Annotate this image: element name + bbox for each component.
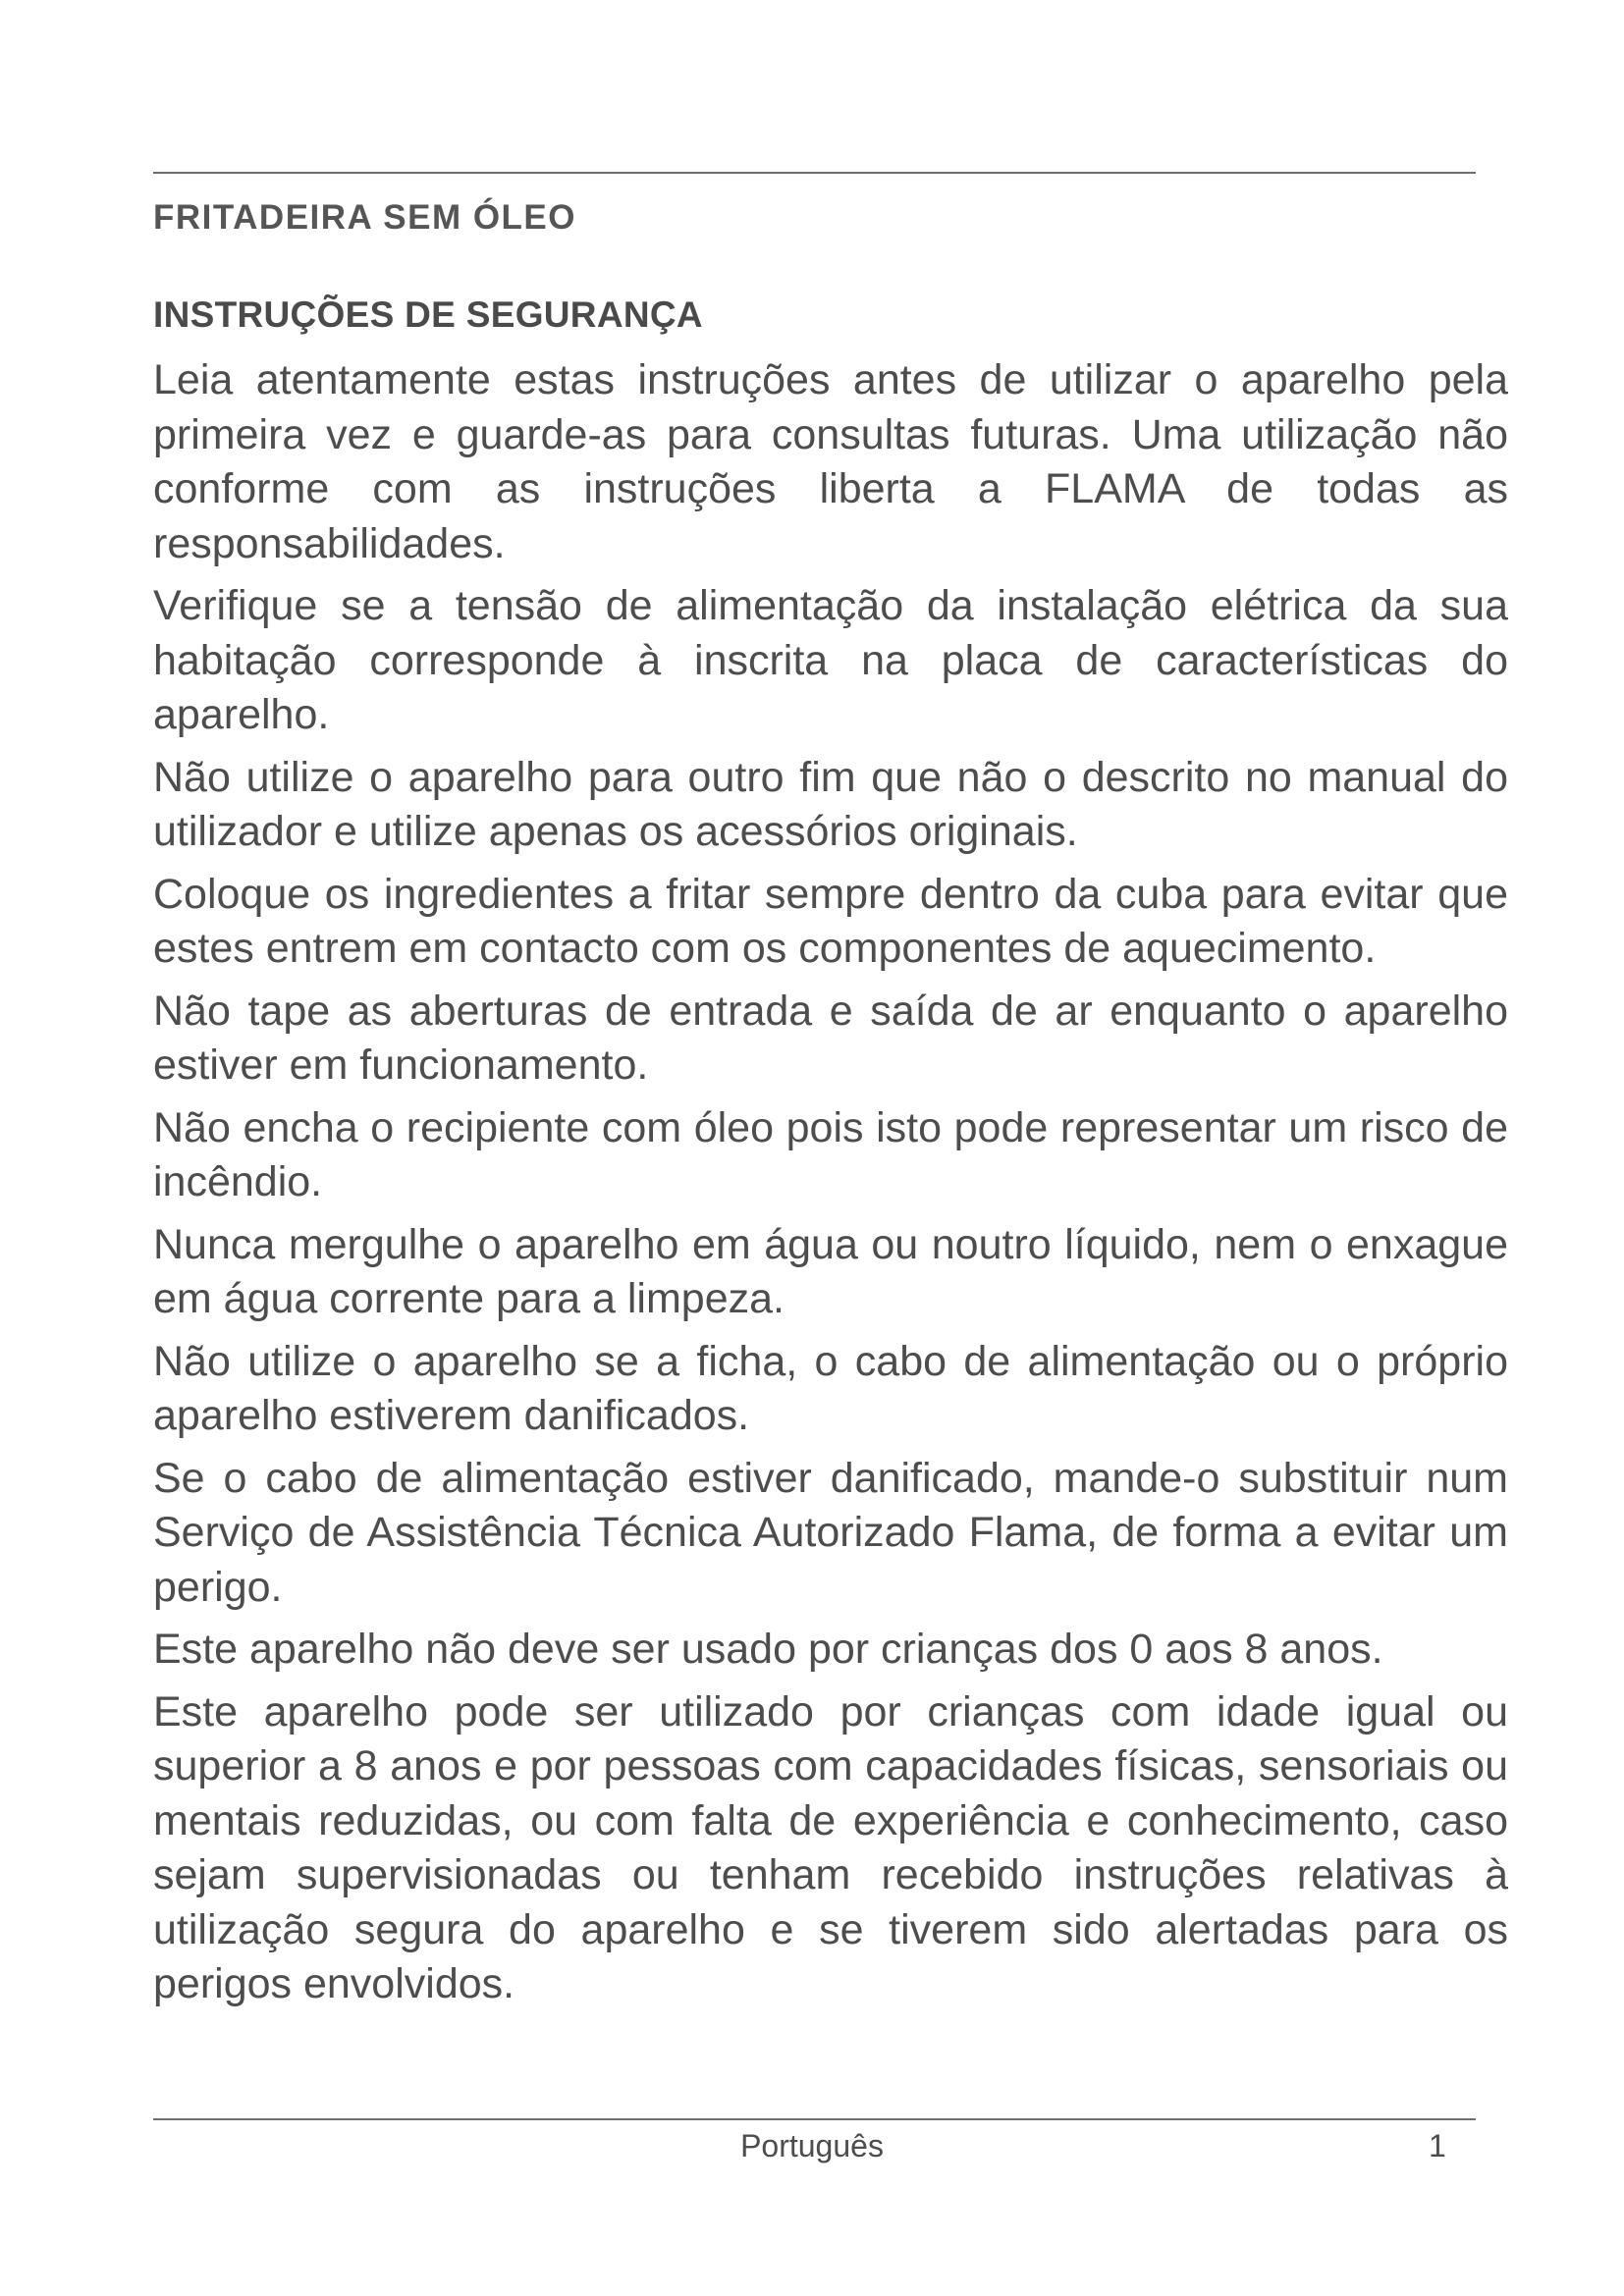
safety-section [153, 294, 1508, 2020]
paragraph-voltage-check: Verifique se a tensão de alimentação da instalação elétrica da sua habitação corresponde à inscrita na placa de características do aparelho. [153, 582, 1508, 738]
paragraph-supervised-use: Este aparelho pode ser utilizado por crianças com idade igual ou superior a 8 anos e por pessoas com capacidades físicas, sensoriais ou mentais reduzidas, ou com falta de experiência e conhecimento, caso sejam supervisionadas ou tenham recebido instruções relativas à utilização segura do aparelho e se tiverem sido alertadas para os perigos envolvidos. [153, 1687, 1508, 2007]
paragraph-children-0-8: Este aparelho não deve ser usado por crianças dos 0 aos 8 anos. [153, 1626, 1383, 1673]
page-number: 1 [1429, 2128, 1446, 2163]
paragraph-air-openings: Não tape as aberturas de entrada e saída de ar enquanto o aparelho estiver em funcionamento. [153, 987, 1508, 1089]
paragraph-damaged-appliance: Não utilize o aparelho se a ficha, o cabo de alimentação ou o próprio aparelho estiverem danificados. [153, 1337, 1508, 1439]
paragraph-read-instructions: Leia atentamente estas instruções antes de utilizar o aparelho pela primeira vez e guarde-as para consultas futuras. Uma utilização não conforme com as instruções liberta a FLAMA de todas as responsabilidades. [153, 356, 1508, 567]
paragraph-cable-replacement: Se o cabo de alimentação estiver danificado, mande-o substituir num Serviço de Assistência Técnica Autorizado Flama, de forma a evitar um perigo. [153, 1454, 1508, 1611]
footer-divider [153, 2118, 1476, 2120]
header-divider [153, 172, 1476, 174]
paragraph-no-immersion: Nunca mergulhe o aparelho em água ou noutro líquido, nem o enxague em água corrente para a limpeza. [153, 1220, 1508, 1322]
paragraph-intended-use: Não utilize o aparelho para outro fim que não o descrito no manual do utilizador e utilize apenas os acessórios originais. [153, 753, 1508, 855]
section-heading: INSTRUÇÕES DE SEGURANÇA [153, 294, 703, 335]
paragraph-no-oil: Não encha o recipiente com óleo pois isto pode representar um risco de incêndio. [153, 1103, 1508, 1205]
document-title: FRITADEIRA SEM ÓLEO [153, 198, 576, 237]
footer-language: Português [740, 2128, 884, 2163]
paragraph-ingredients-in-basket: Coloque os ingredientes a fritar sempre dentro da cuba para evitar que estes entrem em contacto com os componentes de aquecimento. [153, 870, 1508, 972]
